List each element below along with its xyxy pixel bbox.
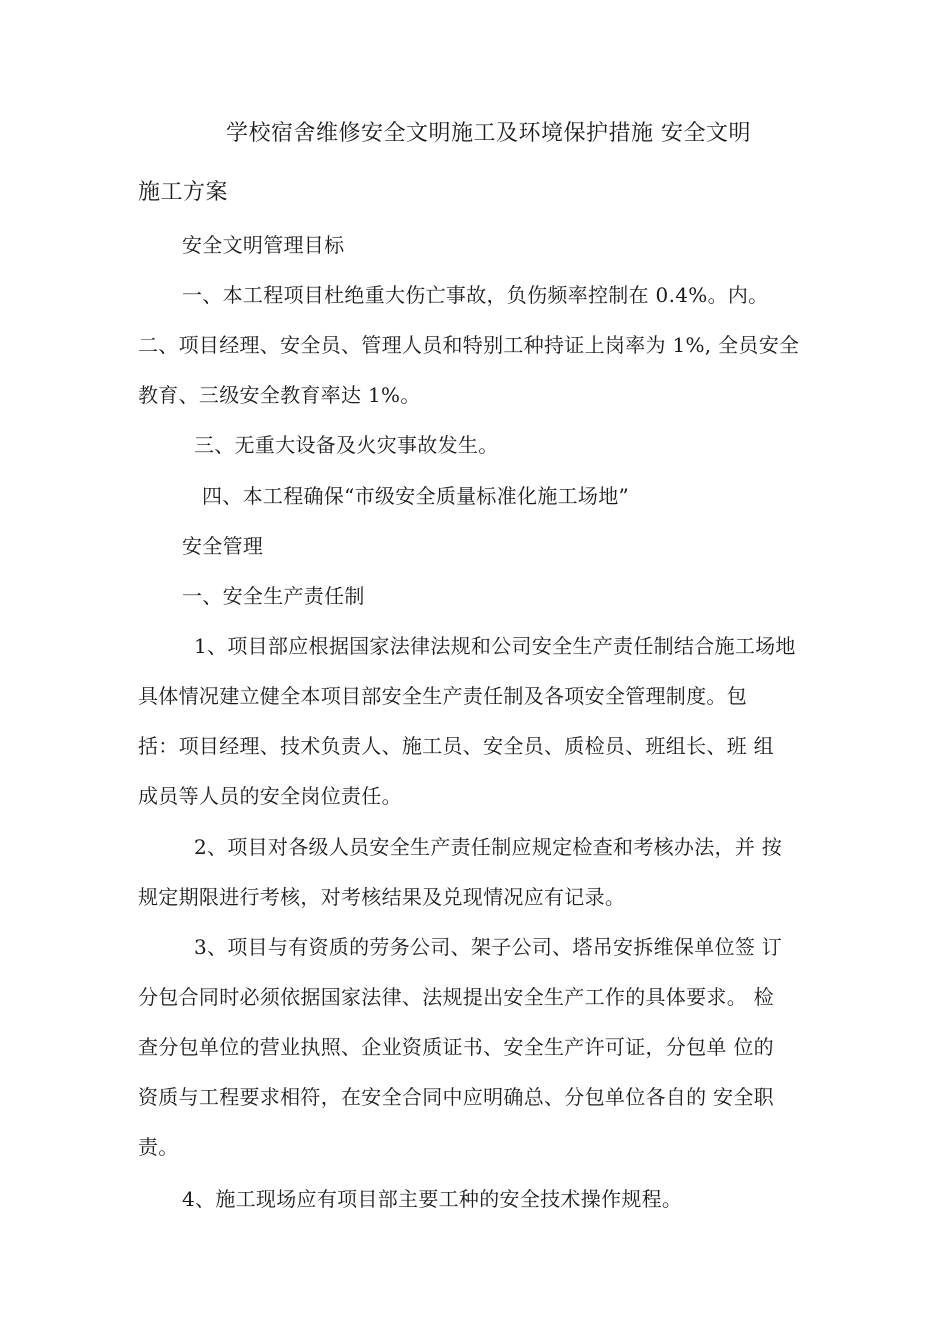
item-3-line-4: 资质与工程要求相符，在安全合同中应明确总、分包单位各自的 安全职 [138,1085,774,1109]
item-1-line-2: 具体情况建立健全本项目部安全生产责任制及各项安全管理制度。包 [138,684,747,708]
goal-item-1: 一、本工程项目杜绝重大伤亡事故，负伤频率控制在 0.4%。内。 [182,283,769,307]
item-4: 4、施工现场应有项目部主要工种的安全技术操作规程。 [182,1187,683,1211]
section-heading-responsibility: 一、安全生产责任制 [182,584,365,608]
document-title-line-2: 施工方案 [138,180,229,205]
item-2-line-2: 规定期限进行考核，对考核结果及兑现情况应有记录。 [138,885,626,909]
goal-item-3: 三、无重大设备及火灾事故发生。 [194,433,499,457]
item-1-line-3: 括：项目经理、技术负责人、施工员、安全员、质检员、班组长、班 组 [138,734,774,758]
goal-item-4: 四、本工程确保“市级安全质量标准化施工场地” [202,484,630,508]
item-2-line-1: 2、项目对各级人员安全生产责任制应规定检查和考核办法，并 按 [194,835,783,859]
item-3-line-2: 分包合同时必须依据国家法律、法规提出安全生产工作的具体要求。 检 [138,985,774,1009]
item-1-line-4: 成员等人员的安全岗位责任。 [138,784,402,808]
item-3-line-3: 查分包单位的营业执照、企业资质证书、安全生产许可证，分包单 位的 [138,1035,774,1059]
section-heading-safety-management: 安全管理 [182,534,264,558]
item-3-line-5: 责。 [138,1135,179,1159]
goal-item-2-line-2: 教育、三级安全教育率达 1%。 [138,383,421,407]
item-1-line-1: 1、项目部应根据国家法律法规和公司安全生产责任制结合施工场地 [194,634,796,658]
goal-item-2-line-1: 二、项目经理、安全员、管理人员和特别工种持证上岗率为 1%, 全员安全 [138,333,800,357]
item-3-line-1: 3、项目与有资质的劳务公司、架子公司、塔吊安拆维保单位签 订 [194,935,783,959]
document-title-line-1: 学校宿舍维修安全文明施工及环境保护措施 安全文明 [226,121,751,146]
section-heading-goal: 安全文明管理目标 [182,233,345,257]
